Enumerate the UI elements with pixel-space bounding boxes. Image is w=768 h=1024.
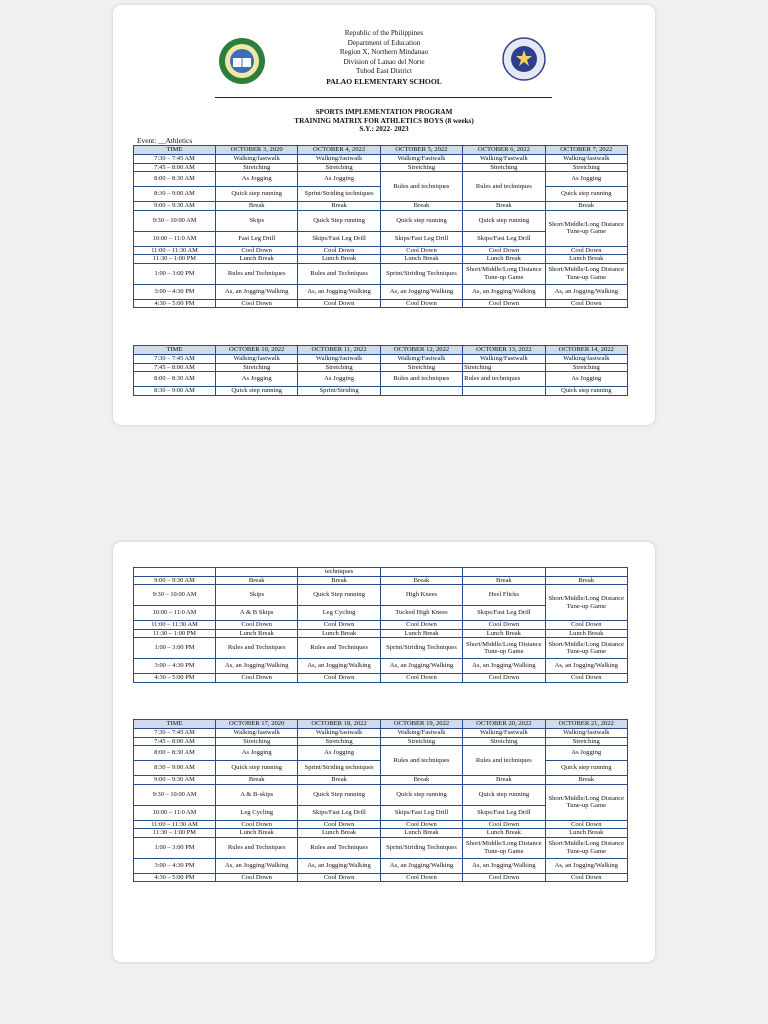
activity-cell: Stretching bbox=[380, 363, 462, 372]
activity-cell: Lunch Break bbox=[380, 255, 462, 264]
activity-cell: Quick step running bbox=[216, 387, 298, 396]
activity-cell: Cool Down bbox=[298, 299, 380, 308]
activity-cell: Cool Down bbox=[216, 820, 298, 829]
activity-cell: Cool Down bbox=[380, 674, 462, 683]
activity-cell: Fast Leg Drill bbox=[216, 231, 298, 246]
activity-cell: As, an Jogging/Walking bbox=[380, 284, 462, 299]
activity-cell: Stretching bbox=[216, 363, 298, 372]
activity-cell: Break bbox=[380, 776, 462, 785]
activity-cell: Cool Down bbox=[545, 621, 627, 630]
activity-cell: Cool Down bbox=[463, 621, 545, 630]
table-row bbox=[134, 284, 628, 299]
table-row bbox=[134, 363, 628, 372]
activity-cell: Break bbox=[545, 576, 627, 585]
activity-cell: Cool Down bbox=[380, 246, 462, 255]
activity-cell: Leg Cycling bbox=[298, 606, 380, 621]
table-row bbox=[134, 163, 628, 172]
activity-cell: Skips/Fast Leg Drill bbox=[463, 805, 545, 820]
time-cell: 9:30 – 10:00 AM bbox=[134, 784, 216, 805]
table-row bbox=[134, 172, 628, 187]
activity-cell: Walking/Fastwalk bbox=[463, 729, 545, 738]
activity-cell: Break bbox=[298, 202, 380, 211]
activity-cell: As, an Jogging/Walking bbox=[545, 858, 627, 873]
header-line: Division of Lanao del Norte bbox=[343, 57, 425, 66]
activity-cell: Cool Down bbox=[463, 299, 545, 308]
activity-cell: Stretching bbox=[380, 737, 462, 746]
table-row bbox=[134, 568, 628, 577]
time-column-header: TIME bbox=[134, 346, 216, 355]
activity-cell: Lunch Break bbox=[545, 255, 627, 264]
activity-cell: Stretching bbox=[298, 737, 380, 746]
activity-cell: As Jogging bbox=[545, 746, 627, 761]
activity-cell: Lunch Break bbox=[298, 829, 380, 838]
time-cell: 7:30 – 7:45 AM bbox=[134, 355, 216, 364]
table-row bbox=[134, 621, 628, 630]
activity-cell: Lunch Break bbox=[545, 629, 627, 638]
school-year: S.Y.: 2022- 2023 bbox=[359, 125, 409, 134]
activity-cell: As Jogging bbox=[545, 172, 627, 187]
activity-cell: Quick step running bbox=[380, 784, 462, 805]
date-column-header: OCTOBER 18, 2022 bbox=[298, 720, 380, 729]
school-name: PALAO ELEMENTARY SCHOOL bbox=[326, 76, 442, 86]
activity-cell: A & B Skips bbox=[216, 606, 298, 621]
date-column-header: OCTOBER 7, 2022 bbox=[545, 146, 627, 155]
activity-cell: Lunch Break bbox=[298, 629, 380, 638]
activity-cell: Short/Middle/Long Distance Tune-up Game bbox=[545, 638, 627, 659]
table-row bbox=[134, 659, 628, 674]
activity-cell: Walking/Fastwalk bbox=[380, 729, 462, 738]
time-cell: 7:30 – 7:45 AM bbox=[134, 155, 216, 164]
activity-cell: Lunch Break bbox=[298, 255, 380, 264]
table-row bbox=[134, 355, 628, 364]
time-cell: 3:00 – 4:30 PM bbox=[134, 284, 216, 299]
activity-cell: As Jogging bbox=[216, 746, 298, 761]
activity-cell: Stretching bbox=[545, 737, 627, 746]
table-row bbox=[134, 873, 628, 882]
activity-cell: Walking/fastwalk bbox=[298, 355, 380, 364]
activity-cell: Break bbox=[463, 776, 545, 785]
activity-cell: Sprint/Striding Techniques bbox=[380, 638, 462, 659]
activity-cell: Walking/fastwalk bbox=[298, 729, 380, 738]
activity-cell: High Knees bbox=[380, 585, 462, 606]
activity-cell: Rules and Techniques bbox=[216, 263, 298, 284]
date-column-header: OCTOBER 17, 2020 bbox=[216, 720, 298, 729]
activity-cell: Cool Down bbox=[380, 873, 462, 882]
activity-cell bbox=[463, 387, 545, 396]
activity-cell: Rules and Techniques bbox=[216, 837, 298, 858]
activity-cell: Sprint/Striding techniques bbox=[298, 761, 380, 776]
activity-cell: As, an Jogging/Walking bbox=[216, 858, 298, 873]
activity-cell: Skips/Fast Leg Drill bbox=[298, 805, 380, 820]
time-cell: 9:00 – 9:30 AM bbox=[134, 576, 216, 585]
date-column-header: OCTOBER 3, 2020 bbox=[216, 146, 298, 155]
time-cell: 11:30 – 1:00 PM bbox=[134, 629, 216, 638]
table-row bbox=[134, 255, 628, 264]
activity-cell: Cool Down bbox=[380, 299, 462, 308]
activity-cell: As, an Jogging/Walking bbox=[298, 284, 380, 299]
activity-cell: Cool Down bbox=[298, 873, 380, 882]
activity-cell: Cool Down bbox=[298, 674, 380, 683]
document-titles bbox=[113, 108, 655, 134]
time-cell: 11:00 – 11:30 AM bbox=[134, 820, 216, 829]
activity-cell: Rules and Techniques bbox=[298, 638, 380, 659]
activity-cell: Stretching bbox=[463, 737, 545, 746]
table-row bbox=[134, 784, 628, 805]
activity-cell: Stretching bbox=[298, 363, 380, 372]
activity-cell: Short/Middle/Long Distance Tune-up Game bbox=[545, 210, 627, 246]
time-column-header: TIME bbox=[134, 720, 216, 729]
activity-cell: Stretching bbox=[216, 163, 298, 172]
time-column-header: TIME bbox=[134, 146, 216, 155]
activity-cell: Cool Down bbox=[545, 299, 627, 308]
activity-cell: Walking/Fastwalk bbox=[463, 155, 545, 164]
header-line: Department of Education bbox=[347, 38, 421, 47]
date-column-header: OCTOBER 4, 2022 bbox=[298, 146, 380, 155]
activity-cell: Lunch Break bbox=[216, 829, 298, 838]
activity-cell bbox=[216, 568, 298, 577]
activity-cell: Rules and techniques bbox=[463, 746, 545, 776]
time-cell: 3:00 – 4:30 PM bbox=[134, 659, 216, 674]
activity-cell: Rules and techniques bbox=[463, 372, 545, 387]
activity-cell: Break bbox=[463, 202, 545, 211]
time-cell: 9:30 – 10:00 AM bbox=[134, 210, 216, 231]
table-row bbox=[134, 576, 628, 585]
activity-cell: Cool Down bbox=[463, 873, 545, 882]
table-row bbox=[134, 263, 628, 284]
activity-cell: As, an Jogging/Walking bbox=[298, 858, 380, 873]
activity-cell: Quick step running bbox=[463, 784, 545, 805]
activity-cell: Short/Middle/Long Distance Tune-up Game bbox=[545, 784, 627, 820]
time-cell: 8:00 – 8:30 AM bbox=[134, 746, 216, 761]
activity-cell: Quick Step running bbox=[298, 210, 380, 231]
activity-cell: As, an Jogging/Walking bbox=[216, 659, 298, 674]
date-column-header: OCTOBER 6, 2022 bbox=[463, 146, 545, 155]
activity-cell: Cool Down bbox=[216, 873, 298, 882]
time-cell: 7:45 – 8:00 AM bbox=[134, 737, 216, 746]
activity-cell: Cool Down bbox=[298, 246, 380, 255]
activity-cell: Cool Down bbox=[216, 674, 298, 683]
table-row bbox=[134, 837, 628, 858]
activity-cell: Sprint/Striding Techniques bbox=[380, 837, 462, 858]
activity-cell: Rules and Techniques bbox=[298, 263, 380, 284]
activity-cell: Cool Down bbox=[298, 621, 380, 630]
activity-cell: As Jogging bbox=[298, 172, 380, 187]
activity-cell: Lunch Break bbox=[380, 829, 462, 838]
activity-cell: Quick step running bbox=[545, 761, 627, 776]
date-column-header: OCTOBER 20, 2022 bbox=[463, 720, 545, 729]
table-row bbox=[134, 202, 628, 211]
activity-cell: Stretching bbox=[463, 163, 545, 172]
header-line: Region X, Northern Mindanao bbox=[339, 48, 429, 57]
activity-cell: Stretching bbox=[216, 737, 298, 746]
time-cell: 8:00 – 8:30 AM bbox=[134, 372, 216, 387]
activity-cell: Short/Middle/Long Distance Tune-up Game bbox=[545, 837, 627, 858]
activity-cell: Skips bbox=[216, 210, 298, 231]
table-row bbox=[134, 629, 628, 638]
activity-cell: Break bbox=[380, 576, 462, 585]
date-column-header: OCTOBER 11, 2022 bbox=[298, 346, 380, 355]
activity-cell: Walking/Fastwalk bbox=[463, 355, 545, 364]
time-cell bbox=[134, 568, 216, 577]
activity-cell: Walking/Fastwalk bbox=[380, 155, 462, 164]
time-cell: 4:30 – 5:00 PM bbox=[134, 873, 216, 882]
activity-cell: Sprint/Striding bbox=[298, 387, 380, 396]
activity-cell: Lunch Break bbox=[463, 629, 545, 638]
activity-cell: Break bbox=[216, 576, 298, 585]
activity-cell: Quick Step running bbox=[298, 585, 380, 606]
table-row bbox=[134, 638, 628, 659]
table-row bbox=[134, 585, 628, 606]
time-cell: 4:30 – 5:00 PM bbox=[134, 674, 216, 683]
activity-cell: As, an Jogging/Walking bbox=[380, 858, 462, 873]
activity-cell: Rules and Techniques bbox=[216, 638, 298, 659]
activity-cell bbox=[380, 568, 462, 577]
activity-cell: Walking/fastwalk bbox=[545, 355, 627, 364]
activity-cell: Stretching bbox=[298, 163, 380, 172]
header-divider bbox=[215, 97, 552, 98]
activity-cell: Cool Down bbox=[298, 820, 380, 829]
time-cell: 9:00 – 9:30 AM bbox=[134, 776, 216, 785]
activity-cell: Skips/Fast Leg Drill bbox=[380, 231, 462, 246]
activity-cell: Walking/fastwalk bbox=[298, 155, 380, 164]
activity-cell: techniques bbox=[298, 568, 380, 577]
activity-cell: Quick step running bbox=[545, 387, 627, 396]
table-row bbox=[134, 387, 628, 396]
table-row bbox=[134, 737, 628, 746]
activity-cell: As, an Jogging/Walking bbox=[463, 858, 545, 873]
activity-cell: As, an Jogging/Walking bbox=[545, 659, 627, 674]
time-cell: 11:00 – 11:30 AM bbox=[134, 621, 216, 630]
time-cell: 4:30 – 5:00 PM bbox=[134, 299, 216, 308]
activity-cell: As Jogging bbox=[545, 372, 627, 387]
activity-cell: Walking/fastwalk bbox=[216, 729, 298, 738]
activity-cell: As Jogging bbox=[298, 746, 380, 761]
activity-cell: As, an Jogging/Walking bbox=[298, 659, 380, 674]
activity-cell: Cool Down bbox=[380, 820, 462, 829]
activity-cell: Skips/Fast Leg Drill bbox=[463, 231, 545, 246]
activity-cell: Quick Step running bbox=[298, 784, 380, 805]
activity-cell: Cool Down bbox=[545, 674, 627, 683]
date-column-header: OCTOBER 12, 2022 bbox=[380, 346, 462, 355]
activity-cell: Stretching bbox=[463, 363, 545, 372]
activity-cell: Break bbox=[380, 202, 462, 211]
activity-cell: Lunch Break bbox=[216, 629, 298, 638]
time-cell: 7:45 – 8:00 AM bbox=[134, 163, 216, 172]
activity-cell: Rules and techniques bbox=[463, 172, 545, 202]
activity-cell: Quick step running bbox=[463, 210, 545, 231]
activity-cell: Walking/Fastwalk bbox=[380, 355, 462, 364]
table-row bbox=[134, 246, 628, 255]
header-line: Republic of the Philippines bbox=[344, 29, 424, 37]
time-cell: 8:30 – 9:00 AM bbox=[134, 187, 216, 202]
time-cell: 1:00 – 3:00 PM bbox=[134, 837, 216, 858]
header-line: Tubod East District bbox=[355, 67, 413, 76]
activity-cell: Cool Down bbox=[545, 246, 627, 255]
table-header-row bbox=[134, 720, 628, 729]
activity-cell: As Jogging bbox=[298, 372, 380, 387]
time-cell: 1:00 – 3:00 PM bbox=[134, 263, 216, 284]
activity-cell: Rules and techniques bbox=[380, 746, 462, 776]
activity-cell: Break bbox=[545, 776, 627, 785]
table-row bbox=[134, 858, 628, 873]
activity-cell: Lunch Break bbox=[463, 255, 545, 264]
activity-cell: Cool Down bbox=[545, 873, 627, 882]
time-cell: 11:30 – 1:00 PM bbox=[134, 829, 216, 838]
document-page-1 bbox=[113, 5, 655, 425]
activity-cell: Short/Middle/Long Distance Tune-up Game bbox=[545, 263, 627, 284]
activity-cell: Walking/fastwalk bbox=[216, 355, 298, 364]
table-row bbox=[134, 729, 628, 738]
activity-cell: Short/Middle/Long Distance Tune-up Game bbox=[545, 585, 627, 621]
time-cell: 1:00 – 3:00 PM bbox=[134, 638, 216, 659]
activity-cell: Quick step running bbox=[380, 210, 462, 231]
activity-cell: Short/Middle/Long Distance Tune-up Game bbox=[463, 837, 545, 858]
time-cell: 10:00 – 11:0 AM bbox=[134, 606, 216, 621]
activity-cell: Cool Down bbox=[463, 246, 545, 255]
activity-cell: As, an Jogging/Walking bbox=[463, 284, 545, 299]
activity-cell: Walking/fastwalk bbox=[216, 155, 298, 164]
date-column-header: OCTOBER 14, 2022 bbox=[545, 346, 627, 355]
activity-cell: Cool Down bbox=[463, 674, 545, 683]
time-cell: 8:30 – 9:00 AM bbox=[134, 387, 216, 396]
table-row bbox=[134, 829, 628, 838]
activity-cell: Break bbox=[463, 576, 545, 585]
activity-cell: Cool Down bbox=[216, 246, 298, 255]
table-header-row bbox=[134, 146, 628, 155]
time-cell: 11:00 – 11:30 AM bbox=[134, 246, 216, 255]
activity-cell: Break bbox=[298, 776, 380, 785]
table-row bbox=[134, 372, 628, 387]
activity-cell: Quick step running bbox=[545, 187, 627, 202]
activity-cell: Quick step running bbox=[216, 187, 298, 202]
date-column-header: OCTOBER 10, 2022 bbox=[216, 346, 298, 355]
activity-cell: Stretching bbox=[545, 363, 627, 372]
activity-cell: Quick step running bbox=[216, 761, 298, 776]
activity-cell: Sprint/Striding techniques bbox=[298, 187, 380, 202]
activity-cell bbox=[380, 387, 462, 396]
activity-cell: As, an Jogging/Walking bbox=[545, 284, 627, 299]
activity-cell: Heel Flicks bbox=[463, 585, 545, 606]
activity-cell: Cool Down bbox=[380, 621, 462, 630]
activity-cell: Lunch Break bbox=[216, 255, 298, 264]
activity-cell: Stretching bbox=[545, 163, 627, 172]
activity-cell: As Jogging bbox=[216, 172, 298, 187]
table-header-row bbox=[134, 346, 628, 355]
activity-cell bbox=[463, 568, 545, 577]
activity-cell: Skips bbox=[216, 585, 298, 606]
activity-cell: Cool Down bbox=[216, 299, 298, 308]
activity-cell: As, an Jogging/Walking bbox=[380, 659, 462, 674]
activity-cell: Tucked High Knees bbox=[380, 606, 462, 621]
table-row bbox=[134, 210, 628, 231]
time-cell: 7:45 – 8:00 AM bbox=[134, 363, 216, 372]
time-cell: 9:00 – 9:30 AM bbox=[134, 202, 216, 211]
activity-cell: Cool Down bbox=[216, 621, 298, 630]
date-column-header: OCTOBER 5, 2022 bbox=[380, 146, 462, 155]
training-matrix-week-2-continued bbox=[133, 567, 628, 683]
activity-cell: Break bbox=[545, 202, 627, 211]
activity-cell: Break bbox=[216, 202, 298, 211]
letterhead bbox=[113, 29, 655, 87]
training-matrix-week-3 bbox=[133, 719, 628, 882]
activity-cell: Skips/Fast Leg Drill bbox=[298, 231, 380, 246]
event-label: Event: __Athletics bbox=[137, 136, 193, 145]
activity-cell: A & B-skips bbox=[216, 784, 298, 805]
activity-cell: Skips/Fast Leg Drill bbox=[380, 805, 462, 820]
time-cell: 8:00 – 8:30 AM bbox=[134, 172, 216, 187]
matrix-title: TRAINING MATRIX FOR ATHLETICS BOYS (8 weeks) bbox=[294, 116, 474, 125]
activity-cell: As Jogging bbox=[216, 372, 298, 387]
activity-cell bbox=[545, 568, 627, 577]
activity-cell: Walking/fastwalk bbox=[545, 155, 627, 164]
time-cell: 7:30 – 7:45 AM bbox=[134, 729, 216, 738]
time-cell: 9:30 – 10:00 AM bbox=[134, 585, 216, 606]
table-row bbox=[134, 746, 628, 761]
activity-cell: Cool Down bbox=[463, 820, 545, 829]
activity-cell: Break bbox=[298, 576, 380, 585]
table-row bbox=[134, 299, 628, 308]
activity-cell: Skips/Fast Leg Drill bbox=[463, 606, 545, 621]
time-cell: 10:00 – 11:0 AM bbox=[134, 231, 216, 246]
table-row bbox=[134, 820, 628, 829]
activity-cell: Cool Down bbox=[545, 820, 627, 829]
table-row bbox=[134, 776, 628, 785]
activity-cell: Lunch Break bbox=[380, 629, 462, 638]
activity-cell: Lunch Break bbox=[463, 829, 545, 838]
activity-cell: Rules and techniques bbox=[380, 372, 462, 387]
activity-cell: Walking/fastwalk bbox=[545, 729, 627, 738]
date-column-header: OCTOBER 19, 2022 bbox=[380, 720, 462, 729]
activity-cell: Lunch Break bbox=[545, 829, 627, 838]
activity-cell: Rules and Techniques bbox=[298, 837, 380, 858]
document-page-2 bbox=[113, 542, 655, 962]
activity-cell: Leg Cycling bbox=[216, 805, 298, 820]
time-cell: 10:00 – 11:0 AM bbox=[134, 805, 216, 820]
activity-cell: Short/Middle/Long Distance Tune-up Game bbox=[463, 638, 545, 659]
activity-cell: Rules and techniques bbox=[380, 172, 462, 202]
activity-cell: Sprint/Striding Techniques bbox=[380, 263, 462, 284]
training-matrix-week-1 bbox=[133, 145, 628, 308]
table-row bbox=[134, 155, 628, 164]
activity-cell: As, an Jogging/Walking bbox=[463, 659, 545, 674]
time-cell: 8:30 – 9:00 AM bbox=[134, 761, 216, 776]
date-column-header: OCTOBER 21, 2022 bbox=[545, 720, 627, 729]
date-column-header: OCTOBER 13, 2022 bbox=[463, 346, 545, 355]
time-cell: 11:30 – 1:00 PM bbox=[134, 255, 216, 264]
training-matrix-week-2 bbox=[133, 345, 628, 396]
activity-cell: Break bbox=[216, 776, 298, 785]
table-row bbox=[134, 674, 628, 683]
program-title: SPORTS IMPLEMENTATION PROGRAM bbox=[315, 108, 453, 116]
activity-cell: As, an Jogging/Walking bbox=[216, 284, 298, 299]
time-cell: 3:00 – 4:30 PM bbox=[134, 858, 216, 873]
activity-cell: Stretching bbox=[380, 163, 462, 172]
activity-cell: Short/Middle/Long Distance Tune-up Game bbox=[463, 263, 545, 284]
